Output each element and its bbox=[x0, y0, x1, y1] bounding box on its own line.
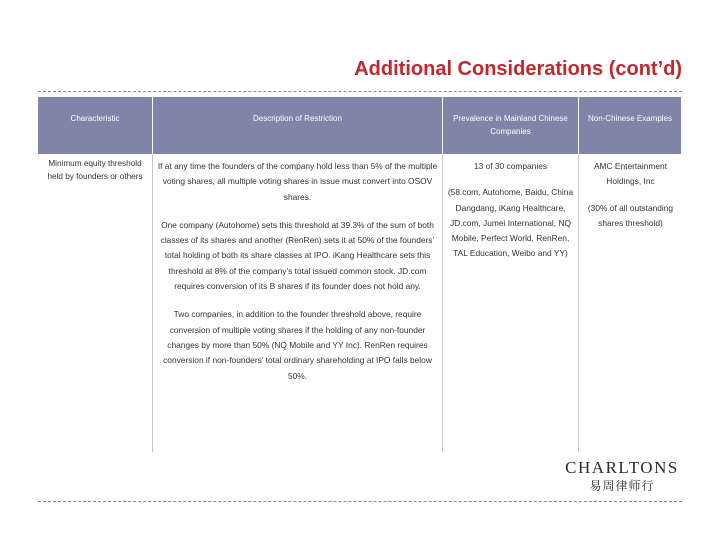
header-examples: Non-Chinese Examples bbox=[579, 97, 682, 154]
header-description: Description of Restriction bbox=[153, 97, 443, 154]
top-divider bbox=[38, 91, 682, 92]
considerations-table bbox=[38, 97, 682, 452]
prevalence-list: (58.com, Autohome, Baidu, China Dangdang, iKang Healthcare, JD.com, Jumei International, NQ Mobile, Perfect World, RenRen, TAL Education, Weibo and YY) bbox=[447, 187, 574, 259]
logo-english: CHARLTONS bbox=[565, 458, 679, 477]
charltons-logo bbox=[562, 458, 682, 494]
description-paragraph: One company (Autohome) sets this threshold at 39.3% of the sum of both classes of its shares and another (RenRen) sets it at 50% of the founders’ total holding of both its share classes at IPO. iKang Healthcare sets this threshold at 8% of the company’s total issued common stock. JD.com requires conversion of its B shares if its founder does not hold any. bbox=[160, 219, 435, 292]
example-company: AMC Entertainment Holdings, Inc bbox=[593, 161, 668, 187]
logo-chinese: 易周律师行 bbox=[589, 479, 655, 493]
header-characteristic: Characteristic bbox=[38, 97, 153, 154]
cell-examples bbox=[579, 154, 682, 452]
cell-prevalence bbox=[443, 154, 579, 452]
page-title: Additional Considerations (cont’d) bbox=[354, 58, 682, 80]
bottom-divider bbox=[38, 501, 682, 502]
example-note: (30% of all outstanding shares threshold) bbox=[587, 202, 674, 228]
description-paragraph: Two companies, in addition to the founder threshold above, require conversion of multiple voting shares if the holding of any non-founder changes by more than 50% (NQ Mobile and YY Inc). RenRen requires conversion if non-founders’ total ordinary shareholding at IPO falls below 50%. bbox=[163, 309, 432, 381]
cell-description bbox=[153, 154, 443, 452]
header-prevalence: Prevalence in Mainland Chinese Companies bbox=[443, 97, 579, 154]
cell-characteristic: Minimum equity threshold held by founders or others bbox=[38, 154, 153, 452]
prevalence-count: 13 of 30 companies bbox=[473, 161, 548, 171]
description-paragraph: If at any time the founders of the company hold less than 5% of the multiple voting shares, all multiple voting shares in issue must convert into OSOV shares. bbox=[157, 161, 438, 202]
